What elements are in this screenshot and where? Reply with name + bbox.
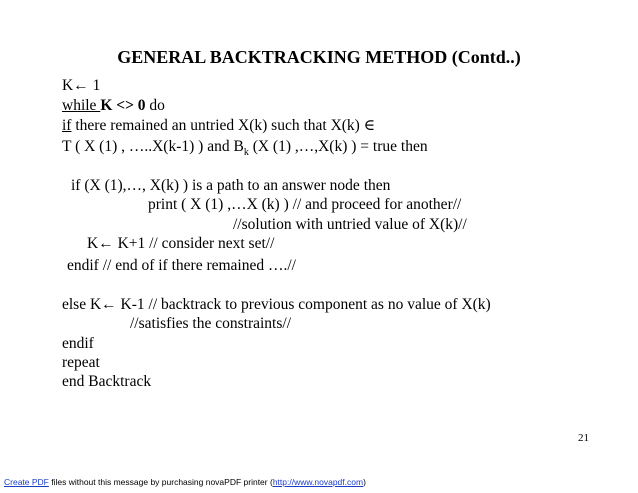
novapdf-url-link[interactable]: http://www.novapdf.com <box>272 477 364 487</box>
code-line-1: K← 1 <box>62 77 101 94</box>
code-line-10: else K← K-1 // backtrack to previous component as no value of X(k) <box>62 296 491 313</box>
code-line-2 <box>62 96 165 115</box>
condition-part-a: T ( X (1) , …..X(k-1) ) and B <box>62 138 244 155</box>
keyword-do: do <box>145 97 165 114</box>
condition-part-b: (X (1) ,…,X(k) ) = true then <box>248 138 428 155</box>
footer-watermark <box>4 477 366 488</box>
code-line-12: endif <box>62 335 94 352</box>
bounding-function-subscript: k <box>243 147 249 159</box>
loop-condition: K <> 0 <box>100 97 146 114</box>
page-title: GENERAL BACKTRACKING METHOD (Contd..) <box>117 47 521 67</box>
if-condition-text: there remained an untried X(k) such that X(k) ∈ <box>71 117 376 134</box>
code-line-5: if (X (1),…, X(k) ) is a path to an answer node then <box>71 177 391 194</box>
code-line-13: repeat <box>62 354 100 371</box>
code-line-3 <box>62 116 375 135</box>
code-line-14: end Backtrack <box>62 373 152 390</box>
create-pdf-link[interactable]: Create PDF <box>4 477 49 487</box>
footer-text-end: ) <box>363 477 366 487</box>
code-line-7: //solution with untried value of X(k)// <box>233 216 467 233</box>
code-line-9: endif // end of if there remained ….// <box>67 257 296 274</box>
code-line-6: print ( X (1) ,…X (k) ) // and proceed for another// <box>148 196 462 213</box>
keyword-if: if <box>62 117 72 134</box>
code-line-8: K← K+1 // consider next set// <box>87 235 275 252</box>
code-line-4 <box>62 137 428 159</box>
keyword-while: while <box>62 97 101 114</box>
page-number: 21 <box>578 432 589 444</box>
code-line-11: //satisfies the constraints// <box>130 315 292 332</box>
footer-text: files without this message by purchasing novaPDF printer ( <box>48 477 273 487</box>
